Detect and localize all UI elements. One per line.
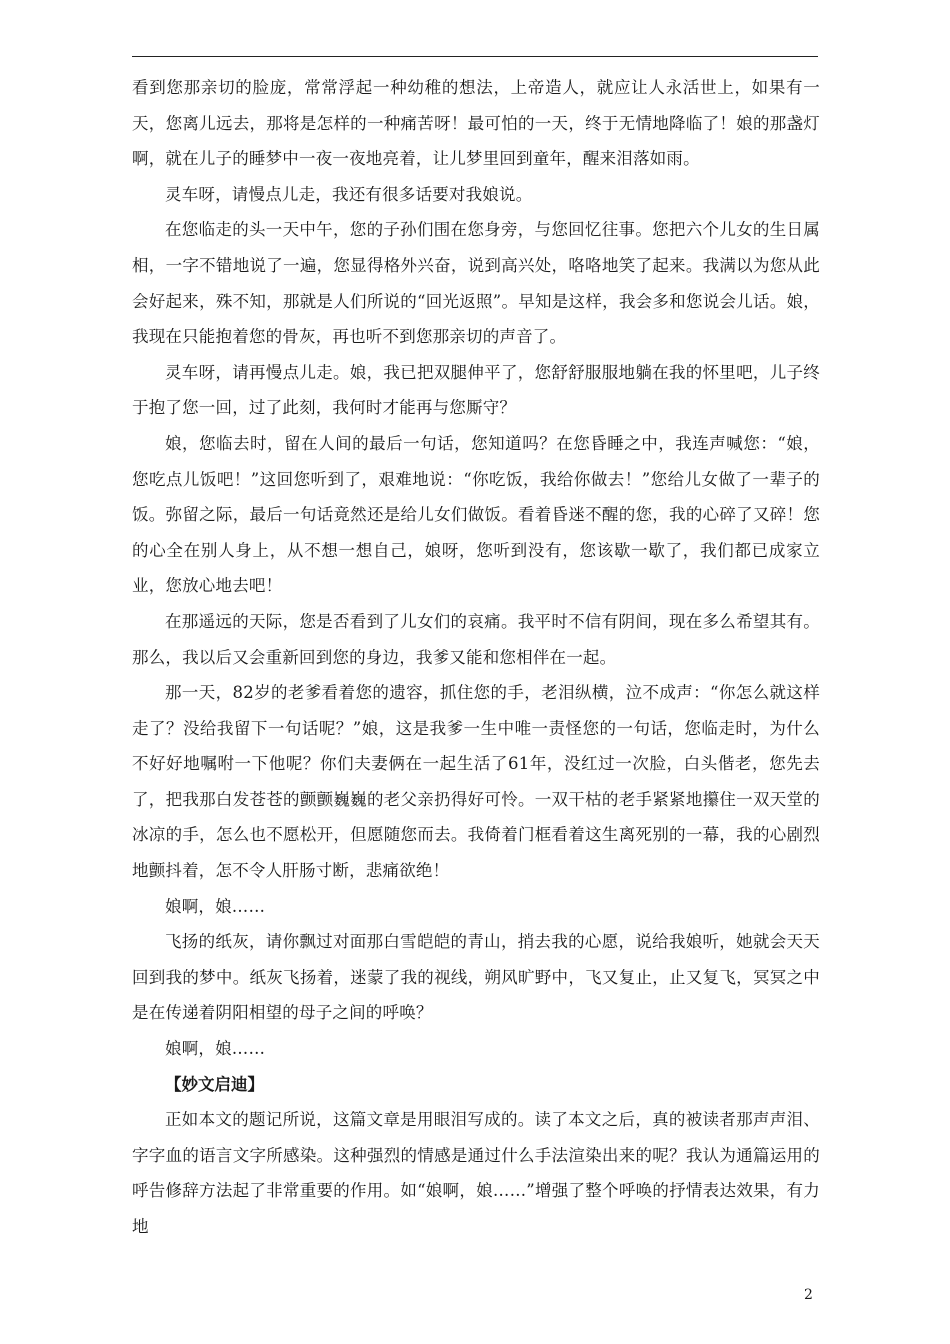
paragraph: 在您临走的头一天中午，您的子孙们围在您身旁，与您回忆往事。您把六个儿女的生日属相，一字不错地说了一遍，您显得格外兴奋，说到高兴处，咯咯地笑了起来。我满以为您从此会好起来，殊不知，那就是人们所说的“回光返照”。早知是这样，我会多和您说会儿话。娘，我现在只能抱着您的骨灰，再也听不到您那亲切的声音了。: [132, 220, 820, 347]
paragraph: 那一天，82岁的老爹看着您的遗容，抓住您的手，老泪纵横，泣不成声：“你怎么就这样走了？没给我留下一句话呢？”娘，这是我爹一生中唯一责怪您的一句话，您临走时，为什么不好好地嘱咐一下他呢？你们夫妻俩在一起生活了61年，没红过一次脸，白头偕老，您先去了，把我那白发苍苍的颤颤巍巍的老父亲扔得好可怜。一双干枯的老手紧紧地攥住一双天堂的冰凉的手，怎么也不愿松开，但愿随您而去。我倚着门框看着这生离死别的一幕，我的心剧烈地颤抖着，怎不令人肝肠寸断，悲痛欲绝！: [132, 683, 820, 881]
paragraph: 看到您那亲切的脸庞，常常浮起一种幼稚的想法，上帝造人，就应让人永活世上，如果有一天，您离儿远去，那将是怎样的一种痛苦呀！最可怕的一天，终于无情地降临了！娘的那盏灯啊，就在儿子的睡梦中一夜一夜地亮着，让儿梦里回到童年，醒来泪落如雨。: [132, 78, 820, 169]
paragraph: 在那遥远的天际，您是否看到了儿女们的哀痛。我平时不信有阴间，现在多么希望其有。那么，我以后又会重新回到您的身边，我爹又能和您相伴在一起。: [132, 611, 820, 667]
paragraph: 娘，您临去时，留在人间的最后一句话，您知道吗？在您昏睡之中，我连声喊您：“娘，您吃点儿饭吧！”这回您听到了，艰难地说：“你吃饭，我给你做去！”您给儿女做了一辈子的饭。弥留之际，最后一句话竟然还是给儿女们做饭。看着昏迷不醒的您，我的心碎了又碎！您的心全在别人身上，从不想一想自己，娘呀，您听到没有，您该歇一歇了，我们都已成家立业，您放心地去吧！: [132, 433, 820, 596]
paragraph: 飞扬的纸灰，请你飘过对面那白雪皑皑的青山，捎去我的心愿，说给我娘听，她就会天天回到我的梦中。纸灰飞扬着，迷蒙了我的视线，朔风旷野中，飞又复止，止又复飞，冥冥之中是在传递着阴阳相望的母子之间的呼唤？: [132, 932, 820, 1023]
page-number: 2: [804, 1287, 813, 1303]
article-body: [132, 70, 820, 1245]
header-rule: [132, 56, 818, 57]
paragraph: 娘啊，娘……: [165, 896, 266, 916]
paragraph: 灵车呀，请慢点儿走，我还有很多话要对我娘说。: [165, 184, 533, 204]
paragraph: 娘啊，娘……: [165, 1039, 266, 1059]
section-title: 【妙文启迪】: [165, 1074, 264, 1094]
commentary-paragraph: 正如本文的题记所说，这篇文章是用眼泪写成的。读了本文之后，真的被读者那声声泪、字字血的语言文字所感染。这种强烈的情感是通过什么手法渲染出来的呢？我认为通篇运用的呼告修辞方法起了非常重要的作用。如“娘啊，娘……”增强了整个呼唤的抒情表达效果，有力地: [132, 1110, 820, 1236]
paragraph: 灵车呀，请再慢点儿走。娘，我已把双腿伸平了，您舒舒服服地躺在我的怀里吧，儿子终于抱了您一回，过了此刻，我何时才能再与您厮守？: [132, 362, 820, 418]
